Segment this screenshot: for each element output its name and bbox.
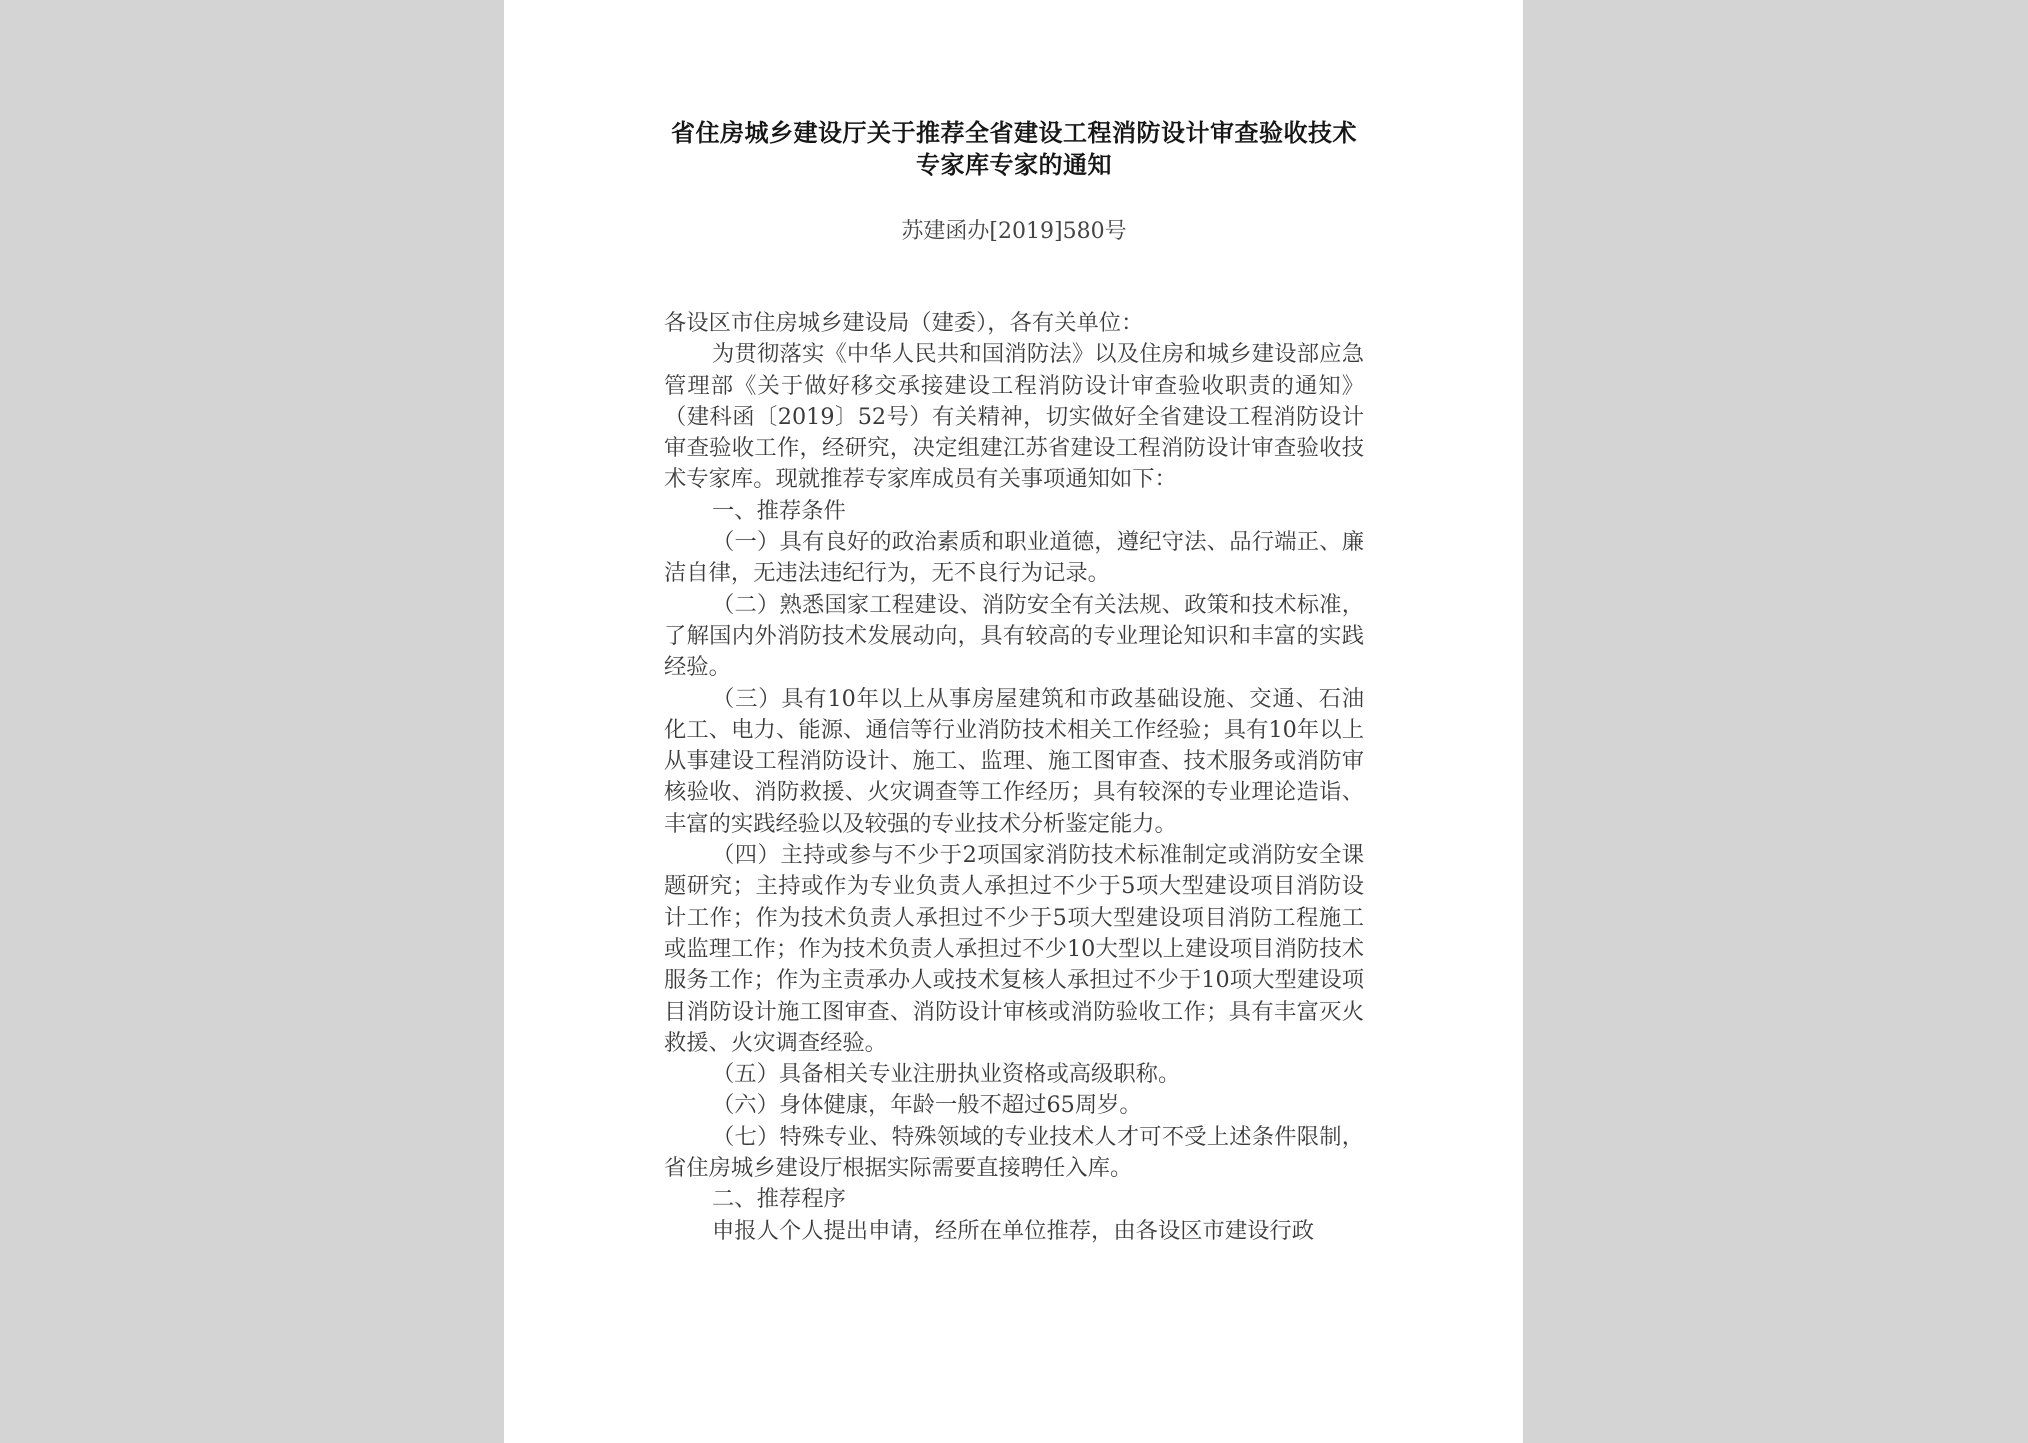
paragraph: （二）熟悉国家工程建设、消防安全有关法规、政策和技术标准，了解国内外消防技术发展动向，具有较高的专业理论知识和丰富的实践经验。 [664, 591, 1364, 681]
document-page [504, 0, 1523, 1443]
paragraph: （一）具有良好的政治素质和职业道德，遵纪守法、品行端正、廉洁自律，无违法违纪行为，无不良行为记录。 [664, 529, 1364, 587]
paragraph: （六）身体健康，年龄一般不超过65周岁。 [712, 1092, 1142, 1119]
document-title: 省住房城乡建设厅关于推荐全省建设工程消防设计审查验收技术专家库专家的通知 [671, 118, 1357, 179]
paragraph: （五）具备相关专业注册执业资格或高级职称。 [712, 1061, 1181, 1088]
document-body [664, 308, 1364, 1247]
paragraph: 为贯彻落实《中华人民共和国消防法》以及住房和城乡建设部应急管理部《关于做好移交承接建设工程消防设计审查验收职责的通知》（建科函〔2019〕52号）有关精神，切实做好全省建设工程消防设计审查验收工作，经研究，决定组建江苏省建设工程消防设计审查验收技术专家库。现就推荐专家库成员有关事项通知如下： [664, 341, 1364, 493]
salutation: 各设区市住房城乡建设局（建委），各有关单位： [664, 310, 1144, 336]
section-heading: 一、推荐条件 [712, 497, 846, 524]
document-number: 苏建函办[2019]580号 [901, 219, 1127, 244]
paragraph: （三）具有10年以上从事房屋建筑和市政基础设施、交通、石油化工、电力、能源、通信等行业消防技术相关工作经验；具有10年以上从事建设工程消防设计、施工、监理、施工图审查、技术服务或消防审核验收、消防救援、火灾调查等工作经历；具有较深的专业理论造诣、丰富的实践经验以及较强的专业技术分析鉴定能力。 [664, 685, 1364, 837]
paragraph: （七）特殊专业、特殊领域的专业技术人才可不受上述条件限制，省住房城乡建设厅根据实际需要直接聘任入库。 [664, 1123, 1364, 1182]
paragraph: 申报人个人提出申请，经所在单位推荐，由各设区市建设行政 [712, 1217, 1315, 1244]
paragraph: （四）主持或参与不少于2项国家消防技术标准制定或消防安全课题研究；主持或作为专业负责人承担过不少于5项大型建设项目消防设计工作；作为技术负责人承担过不少于5项大型建设项目消防工程施工或监理工作；作为技术负责人承担过不少10大型以上建设项目消防技术服务工作；作为主责承办人或技术复核人承担过不少于10项大型建设项目消防设计施工图审查、消防设计审核或消防验收工作；具有丰富灭火救援、火灾调查经验。 [664, 842, 1364, 1056]
section-heading: 二、推荐程序 [712, 1186, 846, 1213]
